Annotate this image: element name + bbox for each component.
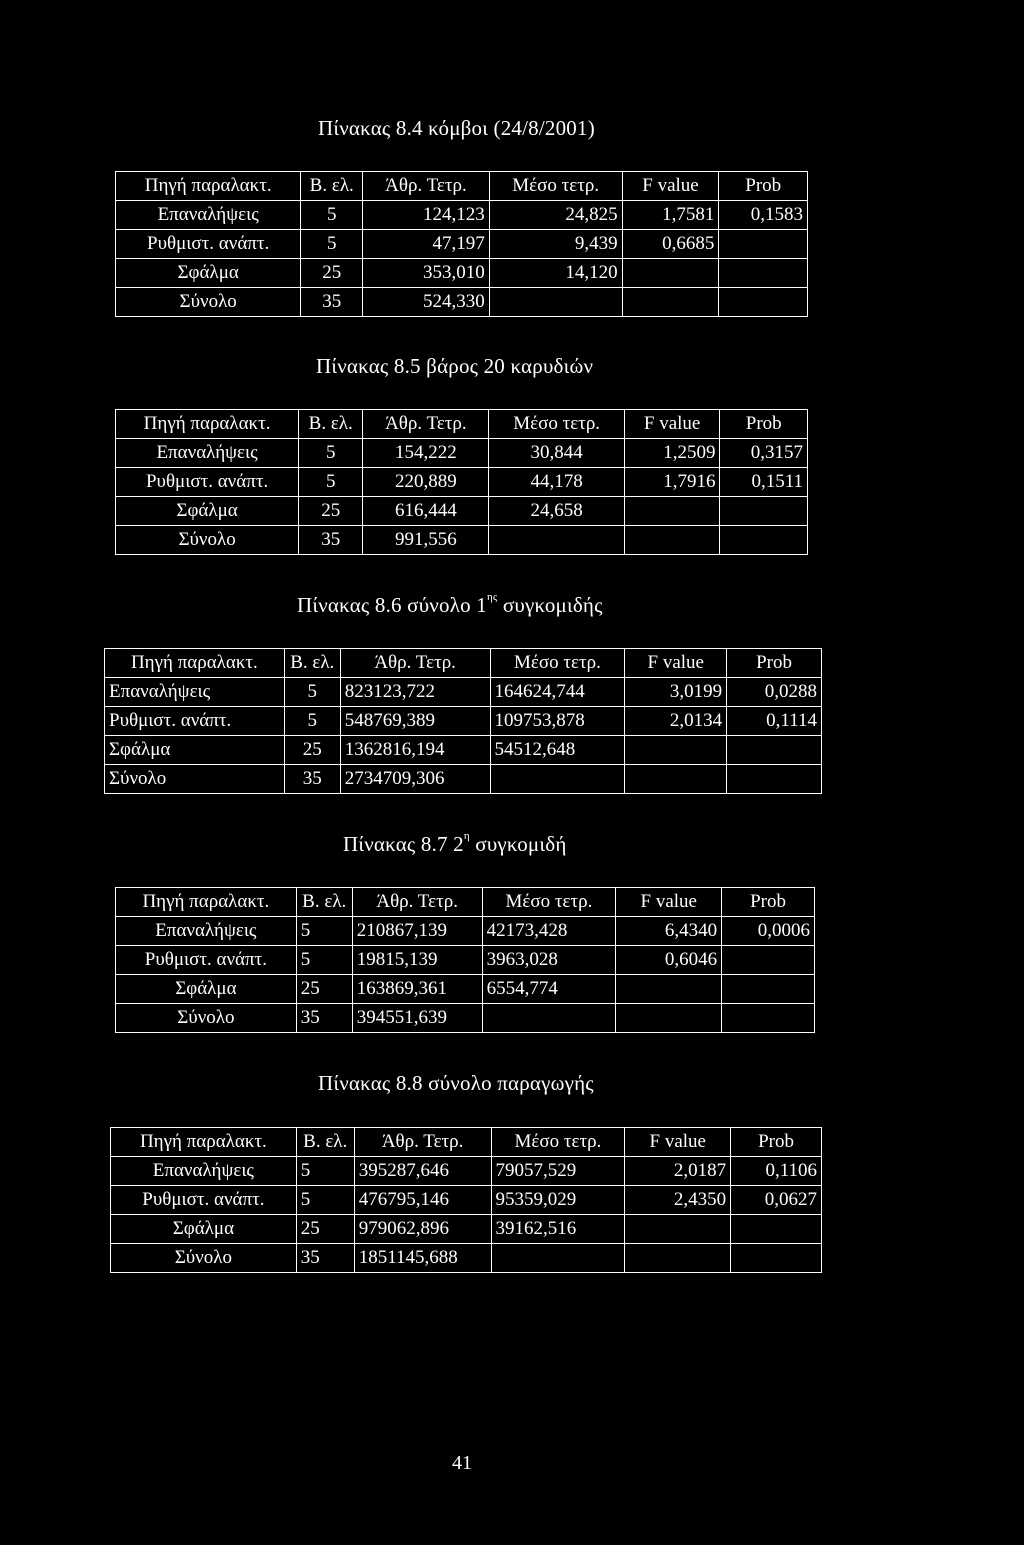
table-cell xyxy=(482,1004,616,1033)
table-cell: 220,889 xyxy=(363,468,489,497)
table-cell xyxy=(624,497,720,526)
table-cell: 0,3157 xyxy=(720,439,808,468)
column-header: F value xyxy=(625,1128,731,1157)
table-cell xyxy=(722,946,815,975)
table-cell: 0,1106 xyxy=(731,1157,822,1186)
header-row xyxy=(105,649,822,678)
table-cell: 163869,361 xyxy=(352,975,482,1004)
table-cell: 476795,146 xyxy=(354,1186,491,1215)
table-cell: 991,556 xyxy=(363,526,489,555)
table-cell xyxy=(731,1244,822,1273)
table-row xyxy=(116,1004,815,1033)
table-cell: 35 xyxy=(296,1004,352,1033)
row-label: Ρυθμιστ. ανάπτ. xyxy=(105,707,285,736)
table-row xyxy=(116,917,815,946)
caption-text: Πίνακας 8.4 κόμβοι (24/8/2001) xyxy=(318,116,595,140)
table-cell: 5 xyxy=(296,946,352,975)
table-row xyxy=(105,707,822,736)
table-cell: 0,6685 xyxy=(622,230,719,259)
table-cell: 2,4350 xyxy=(625,1186,731,1215)
table-row xyxy=(105,736,822,765)
column-header: Πηγή παραλακτ. xyxy=(111,1128,297,1157)
table-cell: 154,222 xyxy=(363,439,489,468)
table-cell xyxy=(491,1244,625,1273)
table-caption xyxy=(316,354,593,379)
table-cell xyxy=(727,765,822,794)
table-cell: 0,1114 xyxy=(727,707,822,736)
table-cell xyxy=(625,1215,731,1244)
table-cell: 5 xyxy=(296,1157,354,1186)
table-caption xyxy=(297,593,603,618)
column-header: Β. ελ. xyxy=(296,888,352,917)
table-cell: 1,7916 xyxy=(624,468,720,497)
table-cell: 95359,029 xyxy=(491,1186,625,1215)
table-cell: 0,1583 xyxy=(719,201,808,230)
row-label: Ρυθμιστ. ανάπτ. xyxy=(116,946,297,975)
row-label: Ρυθμιστ. ανάπτ. xyxy=(111,1186,297,1215)
column-header: Άθρ. Τετρ. xyxy=(363,172,490,201)
table-cell: 0,6046 xyxy=(616,946,722,975)
column-header: F value xyxy=(624,410,720,439)
table-cell xyxy=(720,526,808,555)
table-cell xyxy=(625,1244,731,1273)
row-label: Επαναλήψεις xyxy=(116,439,299,468)
table-cell: 24,658 xyxy=(489,497,624,526)
table-cell: 5 xyxy=(299,468,363,497)
table-cell: 524,330 xyxy=(363,288,490,317)
anova-table xyxy=(115,887,815,1033)
table-cell xyxy=(719,230,808,259)
table-cell: 5 xyxy=(299,439,363,468)
page-number: 41 xyxy=(452,1452,472,1474)
table-cell: 35 xyxy=(299,526,363,555)
table-caption xyxy=(318,116,595,141)
table-cell: 5 xyxy=(301,230,363,259)
column-header: Prob xyxy=(727,649,822,678)
row-label: Ρυθμιστ. ανάπτ. xyxy=(116,230,301,259)
table-cell xyxy=(622,288,719,317)
table-cell: 3,0199 xyxy=(625,678,727,707)
table-cell: 25 xyxy=(299,497,363,526)
table-cell: 109753,878 xyxy=(490,707,625,736)
table-cell xyxy=(624,526,720,555)
row-label: Σφάλμα xyxy=(116,259,301,288)
table-cell: 79057,529 xyxy=(491,1157,625,1186)
table-cell xyxy=(616,1004,722,1033)
caption-text: Πίνακας 8.6 σύνολο 1 xyxy=(297,593,487,617)
table-cell: 1362816,194 xyxy=(340,736,490,765)
table-row xyxy=(116,468,808,497)
column-header: Prob xyxy=(720,410,808,439)
table-cell: 47,197 xyxy=(363,230,490,259)
table-row xyxy=(116,288,808,317)
table-cell: 35 xyxy=(284,765,340,794)
table-row xyxy=(116,946,815,975)
table-row xyxy=(116,259,808,288)
table-cell: 0,1511 xyxy=(720,468,808,497)
table-cell: 5 xyxy=(296,917,352,946)
row-label: Σφάλμα xyxy=(105,736,285,765)
table-cell: 353,010 xyxy=(363,259,490,288)
anova-table xyxy=(110,1127,822,1273)
table-cell: 30,844 xyxy=(489,439,624,468)
table-cell: 5 xyxy=(284,707,340,736)
row-label: Σφάλμα xyxy=(116,497,299,526)
table-cell: 25 xyxy=(301,259,363,288)
table-row xyxy=(111,1244,822,1273)
table-cell xyxy=(722,975,815,1004)
row-label: Σφάλμα xyxy=(116,975,297,1004)
header-row xyxy=(116,172,808,201)
table-cell: 25 xyxy=(284,736,340,765)
caption-superscript: ης xyxy=(486,591,498,603)
header-row xyxy=(116,888,815,917)
row-label: Σύνολο xyxy=(116,526,299,555)
table-row xyxy=(116,497,808,526)
table-cell xyxy=(625,736,727,765)
table-cell: 14,120 xyxy=(489,259,622,288)
column-header: Prob xyxy=(719,172,808,201)
anova-table xyxy=(115,171,808,317)
table-cell: 35 xyxy=(301,288,363,317)
column-header: Β. ελ. xyxy=(299,410,363,439)
table-cell: 5 xyxy=(296,1186,354,1215)
header-row xyxy=(116,410,808,439)
table-row xyxy=(116,526,808,555)
table-row xyxy=(116,201,808,230)
table-cell xyxy=(720,497,808,526)
column-header: F value xyxy=(625,649,727,678)
table-row xyxy=(111,1157,822,1186)
table-cell: 25 xyxy=(296,1215,354,1244)
column-header: Άθρ. Τετρ. xyxy=(352,888,482,917)
table-cell: 395287,646 xyxy=(354,1157,491,1186)
table-cell: 5 xyxy=(301,201,363,230)
row-label: Επαναλήψεις xyxy=(105,678,285,707)
table-cell: 823123,722 xyxy=(340,678,490,707)
caption-tail: συγκομιδή xyxy=(469,832,567,856)
column-header: Μέσο τετρ. xyxy=(489,172,622,201)
column-header: Prob xyxy=(731,1128,822,1157)
table-cell: 3963,028 xyxy=(482,946,616,975)
table-cell xyxy=(722,1004,815,1033)
anova-table xyxy=(104,648,822,794)
table-cell: 616,444 xyxy=(363,497,489,526)
table-cell: 54512,648 xyxy=(490,736,625,765)
table-cell: 2734709,306 xyxy=(340,765,490,794)
table-cell: 9,439 xyxy=(489,230,622,259)
caption-tail: συγκομιδής xyxy=(497,593,603,617)
column-header: Μέσο τετρ. xyxy=(489,410,624,439)
table-cell: 35 xyxy=(296,1244,354,1273)
table-cell: 1851145,688 xyxy=(354,1244,491,1273)
table-cell: 124,123 xyxy=(363,201,490,230)
table-cell xyxy=(727,736,822,765)
table-cell: 25 xyxy=(296,975,352,1004)
table-cell xyxy=(622,259,719,288)
table-cell: 1,7581 xyxy=(622,201,719,230)
table-cell: 44,178 xyxy=(489,468,624,497)
column-header: Β. ελ. xyxy=(284,649,340,678)
column-header: Άθρ. Τετρ. xyxy=(363,410,489,439)
table-cell xyxy=(489,526,624,555)
table-cell: 5 xyxy=(284,678,340,707)
table-cell: 979062,896 xyxy=(354,1215,491,1244)
table-cell: 0,0006 xyxy=(722,917,815,946)
caption-superscript: η xyxy=(463,830,470,842)
anova-table xyxy=(115,409,808,555)
column-header: Πηγή παραλακτ. xyxy=(105,649,285,678)
row-label: Σύνολο xyxy=(116,288,301,317)
table-caption xyxy=(343,832,567,857)
column-header: Μέσο τετρ. xyxy=(491,1128,625,1157)
row-label: Σύνολο xyxy=(105,765,285,794)
table-cell: 19815,139 xyxy=(352,946,482,975)
table-cell xyxy=(616,975,722,1004)
row-label: Σφάλμα xyxy=(111,1215,297,1244)
row-label: Επαναλήψεις xyxy=(116,917,297,946)
column-header: F value xyxy=(622,172,719,201)
header-row xyxy=(111,1128,822,1157)
table-row xyxy=(111,1186,822,1215)
column-header: Πηγή παραλακτ. xyxy=(116,888,297,917)
table-cell xyxy=(489,288,622,317)
table-row xyxy=(105,765,822,794)
column-header: F value xyxy=(616,888,722,917)
table-cell xyxy=(625,765,727,794)
table-cell: 0,0288 xyxy=(727,678,822,707)
caption-text: Πίνακας 8.5 βάρος 20 καρυδιών xyxy=(316,354,594,378)
table-cell xyxy=(731,1215,822,1244)
table-cell: 2,0187 xyxy=(625,1157,731,1186)
column-header: Άθρ. Τετρ. xyxy=(340,649,490,678)
column-header: Prob xyxy=(722,888,815,917)
caption-text: Πίνακας 8.8 σύνολο παραγωγής xyxy=(318,1071,594,1095)
row-label: Επαναλήψεις xyxy=(116,201,301,230)
row-label: Σύνολο xyxy=(111,1244,297,1273)
table-cell: 548769,389 xyxy=(340,707,490,736)
table-cell: 210867,139 xyxy=(352,917,482,946)
table-cell: 394551,639 xyxy=(352,1004,482,1033)
table-cell: 6554,774 xyxy=(482,975,616,1004)
row-label: Ρυθμιστ. ανάπτ. xyxy=(116,468,299,497)
column-header: Μέσο τετρ. xyxy=(490,649,625,678)
column-header: Β. ελ. xyxy=(301,172,363,201)
table-row xyxy=(116,975,815,1004)
table-caption xyxy=(318,1071,594,1096)
table-row xyxy=(111,1215,822,1244)
row-label: Επαναλήψεις xyxy=(111,1157,297,1186)
column-header: Άθρ. Τετρ. xyxy=(354,1128,491,1157)
table-cell xyxy=(490,765,625,794)
table-cell: 39162,516 xyxy=(491,1215,625,1244)
table-cell xyxy=(719,259,808,288)
column-header: Πηγή παραλακτ. xyxy=(116,410,299,439)
table-cell: 42173,428 xyxy=(482,917,616,946)
column-header: Πηγή παραλακτ. xyxy=(116,172,301,201)
caption-text: Πίνακας 8.7 2 xyxy=(343,832,464,856)
row-label: Σύνολο xyxy=(116,1004,297,1033)
column-header: Μέσο τετρ. xyxy=(482,888,616,917)
column-header: Β. ελ. xyxy=(296,1128,354,1157)
table-cell: 0,0627 xyxy=(731,1186,822,1215)
table-row xyxy=(105,678,822,707)
table-cell: 24,825 xyxy=(489,201,622,230)
table-cell: 6,4340 xyxy=(616,917,722,946)
table-row xyxy=(116,230,808,259)
table-cell xyxy=(719,288,808,317)
table-cell: 1,2509 xyxy=(624,439,720,468)
table-cell: 164624,744 xyxy=(490,678,625,707)
table-cell: 2,0134 xyxy=(625,707,727,736)
table-row xyxy=(116,439,808,468)
